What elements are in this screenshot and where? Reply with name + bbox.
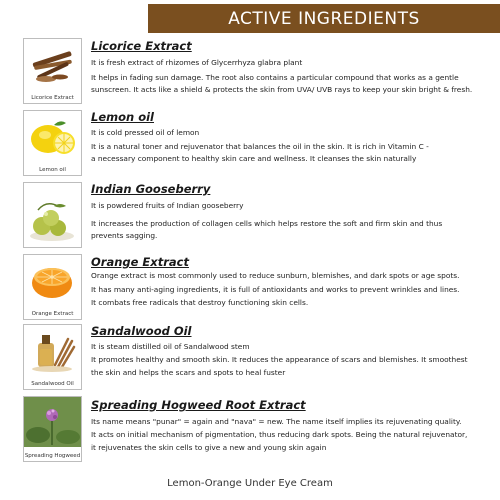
image-label: Orange Extract bbox=[31, 311, 74, 317]
ingredient-line: It has many anti-aging ingredients, it is full of antioxidants and works to prevent wrinkles and lines. bbox=[91, 285, 460, 294]
ingredient-image-licorice bbox=[23, 38, 82, 104]
section-banner bbox=[148, 4, 500, 33]
ingredient-image-hogweed bbox=[23, 396, 82, 462]
ingredient-image-sandalwood bbox=[23, 324, 82, 390]
ingredient-title: Spreading Hogweed Root Extract bbox=[91, 398, 306, 412]
ingredient-title: Licorice Extract bbox=[91, 39, 192, 53]
ingredient-line: It increases the production of collagen cells which helps restore the soft and firm skin and thus bbox=[91, 219, 443, 228]
ingredient-line: It is steam distilled oil of Sandalwood stem bbox=[91, 342, 250, 351]
ingredient-line: It acts on initial mechanism of pigmentation, thus reducing dark spots. Being the natural rejuvenator, bbox=[91, 430, 468, 439]
ingredient-line: sunscreen. It acts like a shield & protects the skin from UVA/ UVB rays to keep your skin bright & fresh. bbox=[91, 85, 473, 94]
ingredient-line: It is powdered fruits of Indian gooseberry bbox=[91, 201, 244, 210]
ingredient-line: Orange extract is most commonly used to reduce sunburn, blemishes, and dark spots or age spots. bbox=[91, 271, 460, 280]
ingredient-image-orange bbox=[23, 254, 82, 320]
ingredient-line: prevents sagging. bbox=[91, 231, 158, 240]
ingredient-line: it rejuvenates the skin cells to give a new and young skin again bbox=[91, 443, 327, 452]
hogweed-flower-icon bbox=[24, 397, 81, 447]
image-label: Licorice Extract bbox=[31, 95, 74, 101]
sandalwood-oil-icon bbox=[24, 325, 81, 375]
lemon-icon bbox=[24, 111, 81, 161]
image-label: Spreading Hogweed bbox=[24, 453, 81, 459]
ingredient-title: Sandalwood Oil bbox=[91, 324, 192, 338]
ingredient-line: It promotes healthy and smooth skin. It reduces the appearance of scars and blemishes. It smoothest bbox=[91, 355, 468, 364]
gooseberry-icon bbox=[24, 183, 81, 247]
ingredient-image-lemon bbox=[23, 110, 82, 176]
banner-title: ACTIVE INGREDIENTS bbox=[228, 8, 420, 29]
ingredient-title: Indian Gooseberry bbox=[91, 182, 211, 196]
ingredient-image-gooseberry bbox=[23, 182, 82, 248]
orange-icon bbox=[24, 255, 81, 305]
ingredient-line: Its name means "punar" = again and "nava" = new. The name itself implies its rejuvenating quality. bbox=[91, 417, 462, 426]
ingredient-line: a necessary component to healthy skin care and wellness. It cleanses the skin naturally bbox=[91, 154, 417, 163]
ingredient-line: It is a natural toner and rejuvenator that balances the oil in the skin. It is rich in Vitamin C - bbox=[91, 142, 429, 151]
ingredient-line: It is fresh extract of rhizomes of Glycerrhyza glabra plant bbox=[91, 58, 303, 67]
product-footer: Lemon-Orange Under Eye Cream bbox=[167, 478, 333, 489]
ingredient-title: Lemon oil bbox=[91, 110, 154, 124]
ingredient-line: the skin and helps the scars and spots to heal fuster bbox=[91, 368, 286, 377]
ingredient-title: Orange Extract bbox=[91, 255, 189, 269]
image-label: Lemon oil bbox=[39, 167, 66, 173]
ingredient-line: It is cold pressed oil of lemon bbox=[91, 128, 200, 137]
image-label: Sandalwood Oil bbox=[31, 381, 74, 387]
ingredient-line: It helps in fading sun damage. The root also contains a particular compound that works as a gentle bbox=[91, 73, 459, 82]
licorice-root-icon bbox=[24, 39, 81, 89]
ingredient-line: It combats free radicals that destroy functioning skin cells. bbox=[91, 298, 309, 307]
